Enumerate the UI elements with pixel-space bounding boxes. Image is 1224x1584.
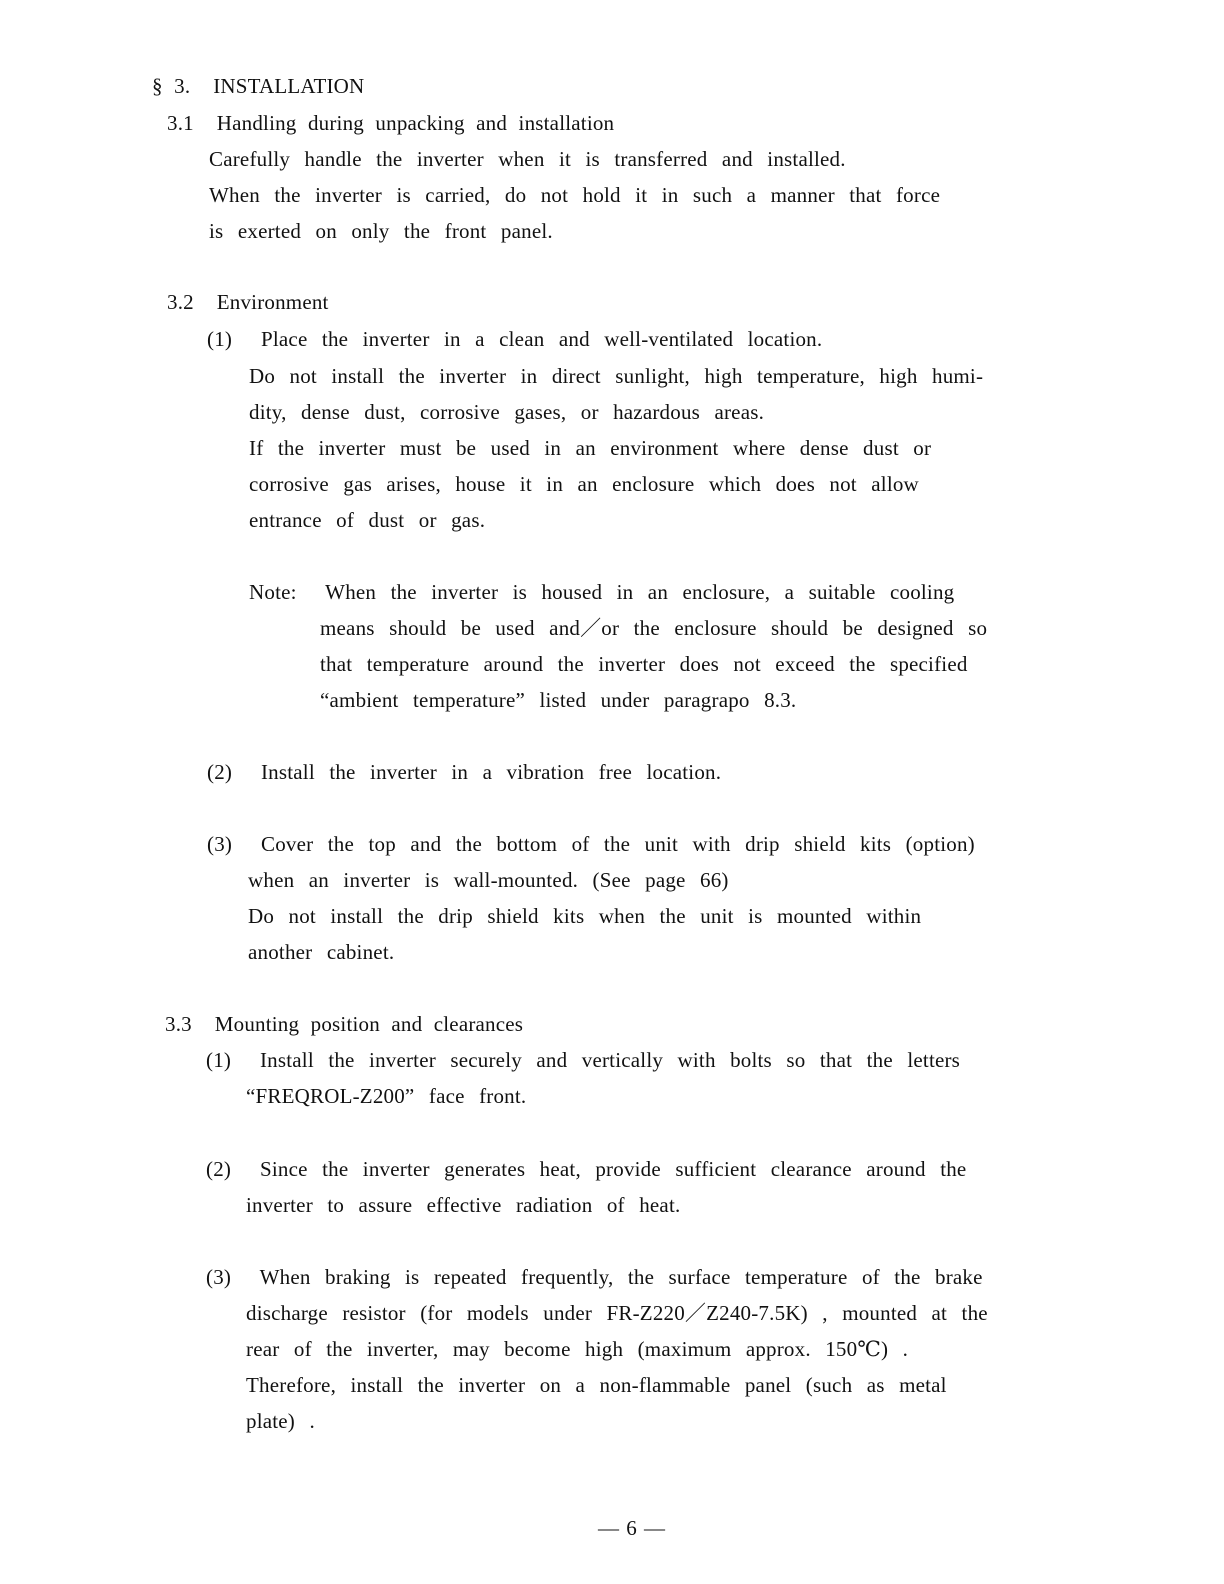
list-item-line: plate) . <box>246 1409 315 1433</box>
page-number: — 6 — <box>598 1516 666 1540</box>
list-item-line: If the inverter must be used in an environment where dense dust or <box>249 436 932 460</box>
list-item-line: (3) Cover the top and the bottom of the unit with drip shield kits (option) <box>207 832 975 856</box>
note-line: that temperature around the inverter does not exceed the specified <box>320 652 968 676</box>
list-item-line: (1) Install the inverter securely and vertically with bolts so that the letters <box>206 1048 961 1072</box>
list-item-line: entrance of dust or gas. <box>249 508 486 532</box>
list-item-line: dity, dense dust, corrosive gases, or hazardous areas. <box>249 400 765 424</box>
list-item-line: “FREQROL-Z200” face front. <box>246 1084 527 1108</box>
list-item-line: inverter to assure effective radiation of heat. <box>246 1193 681 1217</box>
note-line: “ambient temperature” listed under paragrapo 8.3. <box>320 688 797 712</box>
list-item-line: discharge resistor (for models under FR-Z220／Z240-7.5K) , mounted at the <box>246 1301 988 1325</box>
subsection-title-3-3: 3.3 Mounting position and clearances <box>165 1012 524 1036</box>
paragraph-line: When the inverter is carried, do not hold it in such a manner that force <box>209 183 941 207</box>
list-item-line: (2) Install the inverter in a vibration free location. <box>207 760 722 784</box>
note-line: means should be used and／or the enclosure should be designed so <box>320 616 988 640</box>
paragraph-line: is exerted on only the front panel. <box>209 219 553 243</box>
note-line: Note: When the inverter is housed in an enclosure, a suitable cooling <box>249 580 955 604</box>
list-item-line: (2) Since the inverter generates heat, provide sufficient clearance around the <box>206 1157 967 1181</box>
subsection-title-3-2: 3.2 Environment <box>167 290 329 314</box>
list-item-line: Do not install the inverter in direct sunlight, high temperature, high humi- <box>249 364 984 388</box>
section-heading: § 3. INSTALLATION <box>152 74 365 98</box>
list-item-line: Do not install the drip shield kits when the unit is mounted within <box>248 904 922 928</box>
list-item-line: rear of the inverter, may become high (maximum approx. 150℃) . <box>246 1337 909 1361</box>
subsection-title-3-1: 3.1 Handling during unpacking and installation <box>167 111 615 135</box>
list-item-line: corrosive gas arises, house it in an enclosure which does not allow <box>249 472 919 496</box>
list-item-line: Therefore, install the inverter on a non-flammable panel (such as metal <box>246 1373 947 1397</box>
list-item-line: when an inverter is wall-mounted. (See page 66) <box>248 868 729 892</box>
list-item-line: (3) When braking is repeated frequently, the surface temperature of the brake <box>206 1265 983 1289</box>
list-item-line: another cabinet. <box>248 940 395 964</box>
list-item-line: (1) Place the inverter in a clean and well-ventilated location. <box>207 327 823 351</box>
paragraph-line: Carefully handle the inverter when it is transferred and installed. <box>209 147 846 171</box>
